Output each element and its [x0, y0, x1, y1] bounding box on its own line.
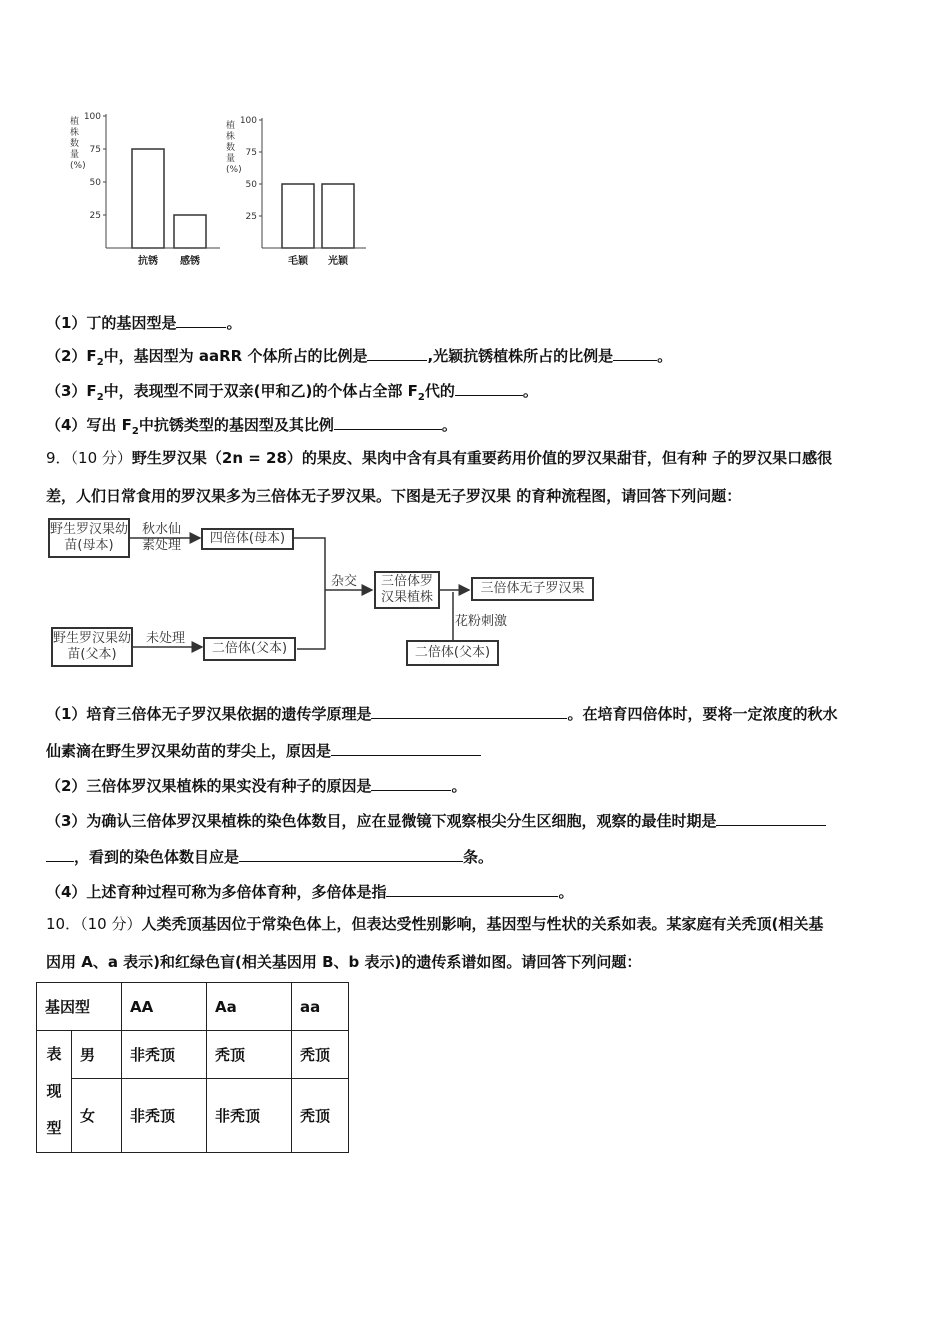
- q8-sub2-text2: 中，基因型为 aaRR 个体所占的比例是: [103, 347, 368, 365]
- q8-sub1: [46, 312, 241, 333]
- bar: [132, 149, 164, 248]
- q8-sub2-end: 。: [657, 347, 673, 365]
- triploid-plant-box: [374, 571, 440, 609]
- table-header-cell: AA: [122, 983, 207, 1031]
- triploid-plant-label: 三倍体罗汉果植株: [380, 574, 433, 605]
- q9-sub1-text3: 仙素滴在野生罗汉果幼苗的芽尖上，原因是: [46, 742, 332, 760]
- q9-sub1-text2: 。在培育四倍体时，要将一定浓度的秋水: [567, 705, 838, 723]
- y-axis-label: 数: [70, 139, 80, 149]
- q9-sub1-cont: [46, 740, 481, 761]
- phenotype-group-label: 表现型: [46, 1045, 62, 1137]
- q8-sub4-text: （4）写出 F: [46, 416, 132, 434]
- q9-sub4-end: 。: [558, 883, 574, 901]
- q8-sub3-end: 。: [522, 382, 538, 400]
- answer-blank[interactable]: [371, 703, 567, 719]
- subscript: 2: [131, 426, 139, 437]
- table-cell: 非秃顶: [207, 1079, 292, 1153]
- subscript: 2: [96, 392, 104, 403]
- y-tick-label: 50: [245, 180, 257, 190]
- diploid-father-label-2: 二倍体(父本): [414, 645, 491, 660]
- subscript: 2: [417, 392, 425, 403]
- q9-sub1-text: （1）培育三倍体无子罗汉果依据的遗传学原理是: [46, 705, 372, 723]
- seedless-fruit-box: [471, 577, 594, 601]
- q9-intro2: 差，人们日常食用的罗汉果多为三倍体无子罗汉果。下图是无子罗汉果 的育种流程图，请回答下列问题：: [46, 487, 742, 505]
- bar: [282, 184, 314, 248]
- bar: [322, 184, 354, 248]
- answer-blank[interactable]: [613, 345, 657, 361]
- q8-sub3-text2: 中，表现型不同于双亲(甲和乙)的个体占全部 F: [103, 382, 418, 400]
- breeding-flowchart: [0, 510, 950, 680]
- diploid-father-box-2: [406, 640, 499, 666]
- answer-blank[interactable]: [367, 345, 427, 361]
- question-number: 10．（10 分）: [46, 915, 142, 933]
- q9-sub4-text: （4）上述育种过程可称为多倍体育种，多倍体是指: [46, 883, 387, 901]
- sex-cell: 男: [72, 1031, 122, 1079]
- table-header-cell: Aa: [207, 983, 292, 1031]
- untreated-label: 未处理: [146, 631, 186, 646]
- category-label: 光颖: [328, 256, 348, 267]
- answer-blank[interactable]: [371, 775, 451, 791]
- answer-blank[interactable]: [176, 312, 226, 328]
- table-cell: 秃顶: [292, 1031, 349, 1079]
- question-number: 9．（10 分）: [46, 449, 132, 467]
- mother-seedling-box: [48, 518, 130, 558]
- table-cell: 非秃顶: [122, 1031, 207, 1079]
- tetraploid-label: 四倍体(母本): [209, 531, 286, 546]
- answer-blank[interactable]: [239, 846, 463, 862]
- diploid-father-label: 二倍体(父本): [211, 641, 288, 656]
- q8-sub2: [46, 345, 672, 373]
- y-tick-label: 75: [89, 145, 101, 155]
- phenotype-group-cell: [37, 1031, 72, 1153]
- colchicine-label: 秋水仙素处理: [142, 522, 182, 553]
- answer-blank[interactable]: [386, 881, 558, 897]
- q9-intro-line2: [46, 486, 741, 506]
- answer-blank[interactable]: [716, 810, 826, 826]
- sex-cell: 女: [72, 1079, 122, 1153]
- father-seedling-label: 野生罗汉果幼苗(父本): [53, 631, 132, 662]
- category-label: 感锈: [180, 256, 200, 267]
- table-row: [37, 1031, 349, 1079]
- tetraploid-box: [201, 528, 294, 550]
- seedless-fruit-label: 三倍体无子罗汉果: [480, 581, 585, 596]
- table-cell: 秃顶: [207, 1031, 292, 1079]
- q9-sub4: [46, 881, 573, 902]
- q10-intro-line1: [46, 914, 823, 934]
- y-tick-label: 25: [89, 211, 101, 221]
- y-tick-label: 100: [83, 112, 101, 122]
- q9-sub3-end: 条。: [463, 848, 494, 866]
- y-axis-label: 数: [226, 143, 236, 153]
- q10-intro1: 人类秃顶基因位于常染色体上，但表达受性别影响，基因型与性状的关系如表。某家庭有关秃顶(相关基: [141, 915, 824, 933]
- table-header-cell: aa: [292, 983, 349, 1031]
- q9-sub3-text2: ，看到的染色体数目应是: [74, 848, 240, 866]
- q9-sub3-text: （3）为确认三倍体罗汉果植株的染色体数目，应在显微镜下观察根尖分生区细胞，观察的最佳时期是: [46, 812, 717, 830]
- q8-sub1-end: 。: [226, 314, 242, 332]
- y-axis-label: (%): [70, 161, 86, 171]
- q8-sub2-text: （2）F: [46, 347, 97, 365]
- q8-sub3-text: （3）F: [46, 382, 97, 400]
- y-axis-label: 株: [70, 128, 80, 138]
- q9-sub1: [46, 703, 837, 724]
- y-axis-label: (%): [226, 165, 242, 175]
- table-row: [37, 1079, 349, 1153]
- q10-intro-line2: [46, 952, 641, 972]
- q9-sub2-end: 。: [451, 777, 467, 795]
- bar-charts: [40, 100, 380, 280]
- q8-sub2-text3: ,光颖抗锈植株所占的比例是: [427, 347, 614, 365]
- q8-sub3-text3: 代的: [424, 382, 455, 400]
- q8-sub1-text: （1）丁的基因型是: [46, 314, 177, 332]
- table-cell: 秃顶: [292, 1079, 349, 1153]
- answer-blank[interactable]: [455, 380, 523, 396]
- q9-sub2-text: （2）三倍体罗汉果植株的果实没有种子的原因是: [46, 777, 372, 795]
- q9-intro-line1: [46, 448, 832, 468]
- cross-label: 杂交: [331, 574, 358, 589]
- subscript: 2: [96, 357, 104, 368]
- table-header-row: [37, 983, 349, 1031]
- y-axis-label: 量: [226, 154, 236, 164]
- y-axis-label: 量: [70, 150, 80, 160]
- y-tick-label: 50: [89, 178, 101, 188]
- father-seedling-box: [51, 627, 133, 667]
- answer-blank[interactable]: [46, 846, 74, 862]
- y-axis-label: 株: [226, 132, 236, 142]
- q8-sub3: [46, 380, 538, 408]
- y-tick-label: 25: [245, 212, 257, 222]
- genotype-phenotype-table: [36, 982, 349, 1153]
- q8-sub4: [46, 414, 457, 442]
- bar: [174, 215, 206, 248]
- q8-sub4-text2: 中抗锈类型的基因型及其比例: [138, 416, 334, 434]
- q9-sub3: [46, 810, 826, 831]
- category-label: 抗锈: [138, 256, 158, 267]
- q9-sub2: [46, 775, 466, 796]
- y-tick-label: 100: [239, 116, 257, 126]
- table-cell: 非秃顶: [122, 1079, 207, 1153]
- answer-blank[interactable]: [334, 414, 442, 430]
- q9-sub3-cont: [46, 846, 493, 867]
- q8-sub4-end: 。: [441, 416, 457, 434]
- y-tick-label: 75: [245, 148, 257, 158]
- q10-intro2: 因用 A、a 表示)和红绿色盲(相关基因用 B、b 表示)的遗传系谱如图。请回答下列问题：: [46, 953, 642, 971]
- y-axis-label: 植: [70, 117, 80, 127]
- pollen-label: 花粉刺激: [455, 614, 508, 629]
- answer-blank[interactable]: [331, 740, 481, 756]
- q9-intro1: 野生罗汉果（2n = 28）的果皮、果肉中含有具有重要药用价值的罗汉果甜苷，但有种 子的罗汉果口感很: [131, 449, 833, 467]
- y-axis-label: 植: [226, 121, 236, 131]
- mother-seedling-label: 野生罗汉果幼苗(母本): [50, 522, 129, 553]
- category-label: 毛颖: [288, 256, 308, 267]
- diploid-father-box: [203, 637, 296, 661]
- table-header-cell: 基因型: [37, 983, 122, 1031]
